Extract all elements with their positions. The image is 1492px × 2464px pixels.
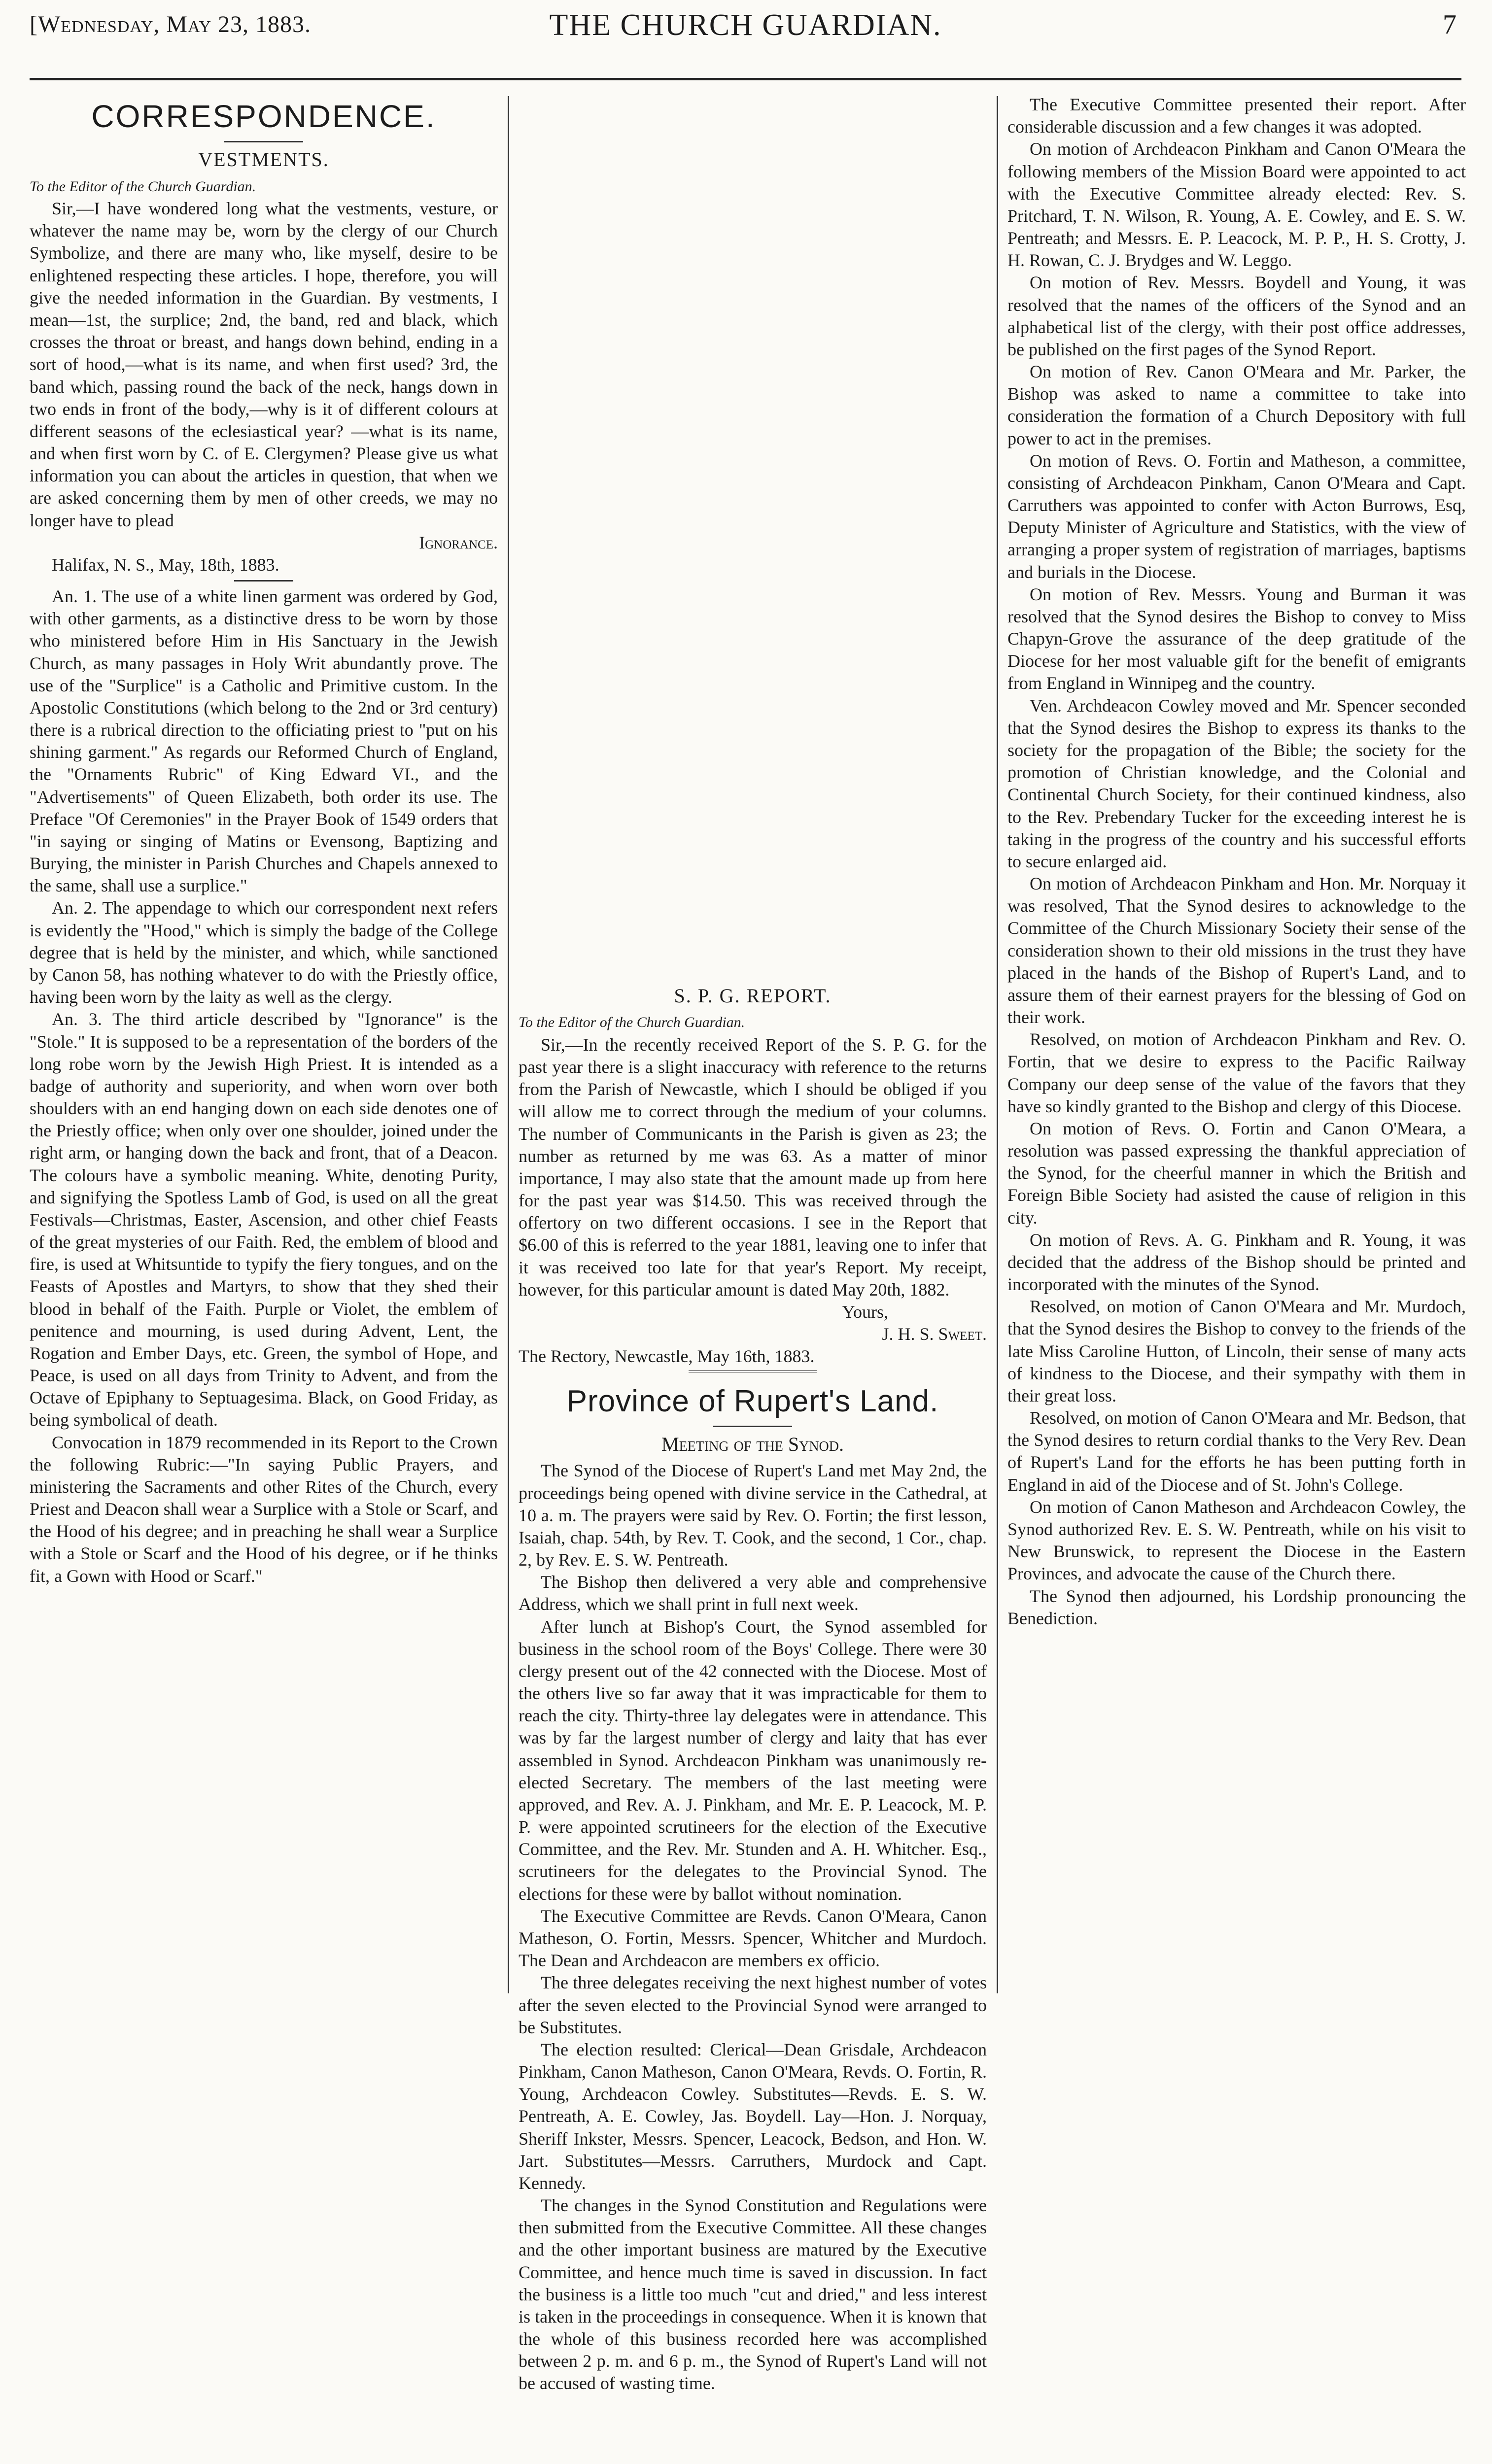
article-paragraph: On motion of Rev. Messrs. Young and Burman it was resolved that the Synod desires the Bishop to convey to Miss Chapyn-Grove the assurance of the deep gratitude of the Diocese for her most valuable gift for the benefit of emigrants from England in Winnipeg and the country. [1007,584,1466,693]
ornamental-rule [689,1370,817,1372]
article-paragraph: The three delegates receiving the next highest number of votes after the seven elected to the Provincial Synod were arranged to be Substitutes. [519,1973,987,2037]
answer-paragraph: An. 1. The use of a white linen garment was ordered by God, with other garments, as a distinctive dress to be worn by those who ministered before Him in His Sanctuary in the Jewish Church, as many passages in Holy Writ abundantly prove. The use of the "Surplice" is a Catholic and Primitive custom. In the Apostolic Constitutions (which belong to the 2nd or 3rd century) there is a rubrical direction to the officiating priest to "put on his shining garment." As regards our Reformed Church of England, the "Ornaments Rubric" of King Edward VI., and the "Advertisements" of Queen Elizabeth, both order its use. The Preface "Of Ceremonies" in the Prayer Book of 1549 orders that "in saying or singing of Matins or Evensong, Baptizing and Burying, the minister in Parish Churches and Chapels annexed to the same, shall use a surplice." [30,586,498,896]
article-paragraph: The changes in the Synod Constitution and Regulations were then submitted from the Executive Committee. All these changes and the other important business are matured by the Executive Committee, and hence much time is saved in discussion. In fact the business is a little too much "cut and dried," and less interest is taken in the proceedings in consequence. When it is known that the whole of this business recorded here was accomplished between 2 p. m. and 6 p. m., the Synod of Rupert's Land will not be accused of wasting time. [519,2195,987,2394]
column-1 [30,94,498,1996]
newspaper-title: THE CHURCH GUARDIAN. [549,8,942,42]
letter-dateline: Halifax, N. S., May, 18th, 1883. [52,554,279,575]
page-number: 7 [1443,9,1457,40]
issue-date: [Wednesday, May 23, 1883. [30,11,312,37]
answer-paragraph: Convocation in 1879 recommended in its Report to the Crown the following Rubric:—"In saying Public Prayers, and ministering the Sacraments and other Rites of the Church, every Priest and Deacon shall wear a Surplice with a Stole or Scarf, and the Hood of his degree; and in preaching he shall wear a Surplice with a Stole or Scarf and the Hood of his degree, or if he thinks fit, a Gown with Hood or Scarf." [30,1432,498,1586]
article-paragraph: On motion of Archdeacon Pinkham and Canon O'Meara the following members of the Mission Board were appointed to act with the Executive Committee already elected: Rev. S. Pritchard, T. N. Wilson, R. Young, A. E. Cowley, and E. S. W. Pentreath; and Messrs. E. P. Leacock, M. P. P., H. S. Crotty, J. H. Rowan, C. J. Brydges and W. Leggo. [1007,139,1466,271]
article-paragraph: On motion of Rev. Canon O'Meara and Mr. Parker, the Bishop was asked to name a committee to take into consideration the formation of a Church Depository with full power to act in the premises. [1007,362,1466,448]
article-paragraph: Resolved, on motion of Archdeacon Pinkham and Rev. O. Fortin, that we desire to express to the Pacific Railway Company our deep sense of the value of the favors that they have so kindly granted to the Bishop and clergy of this Diocese. [1007,1029,1466,1116]
answer-paragraph: An. 2. The appendage to which our correspondent next refers is evidently the "Hood," which is simply the badge of the College degree that is held by the minister, and which, while sanctioned by Canon 58, has nothing whatever to do with the Priestly office, having been worn by the laity as well as the clergy. [30,898,498,1007]
letter-signature: Ignorance. [419,532,498,552]
article-paragraph: The election resulted: Clerical—Dean Grisdale, Archdeacon Pinkham, Canon Matheson, Canon O'Meara, Revds. O. Fortin, R. Young, Archdeacon Cowley. Substitutes—Revds. E. S. W. Pentreath, A. E. Cowley, Jas. Boydell. Lay—Hon. J. Norquay, Sheriff Inkster, Messrs. Spencer, Leacock, Bedson, and Hon. W. Jart. Substitutes—Messrs. Carruthers, Murdock and Capt. Kennedy. [519,2039,987,2193]
article-paragraph: The Executive Committee are Revds. Canon O'Meara, Canon Matheson, O. Fortin, Messrs. Spencer, Whitcher and Murdoch. The Dean and Archdeacon are members ex officio. [519,1906,987,1971]
answer-paragraph: An. 3. The third article described by "Ignorance" is the "Stole." It is supposed to be a representation of the borders of the long robe worn by the Jewish High Priest. It is intended as a badge of authority and superiority, and when worn over both shoulders with an end hanging down on each side denotes one of the Priestly office; when only over one shoulder, joined under the right arm, or hanging down the back and front, that of a Deacon. The colours have a symbolic meaning. White, denoting Purity, and signifying the Spotless Lamb of God, is used on all the great Festivals—Christmas, Easter, Ascension, and other chief Feasts of the great mysteries of our Faith. Red, the emblem of blood and fire, is used at Whitsuntide to typify the fiery tongues, and on the Feasts of Apostles and Martyrs, to show that they shed their blood in behalf of the Faith. Purple or Violet, the emblem of penitence and mourning, is used during Advent, Lent, the Rogation and Ember Days, etc. Green, the symbol of Hope, and Peace, is used on all days from Trinity to Advent, and from the Octave of Epiphany to Septuagesima. Black, on Good Friday, as being symbolical of death. [30,1009,498,1430]
province-heading: Province of Rupert's Land. [566,1384,939,1419]
vestments-letter: Sir,—I have wondered long what the vestments, vesture, or whatever the name may be, worn by the clergy of our Church Symbolize, and there are many who, like myself, desire to be enlightened respecting these articles. I hope, therefore, you will give the needed information in the Guardian. By vestments, I mean—1st, the surplice; 2nd, the band, red and black, which crosses the throat or breast, and hangs down behind, ending in a sort of hood,—what is its name, and when first used? 3rd, the band which, passing round the back of the neck, hangs down in two ends in front of the body,—why is it of different colours at different seasons of the eclesiastical year? —what is its name, and when first worn by C. of E. Clergymen? Please give us what information you can about the articles in question, that when we are asked concerning them by men of other creeds, we may no longer have to plead [30,199,498,530]
synod-subheading: Meeting of the Synod. [661,1433,844,1456]
article-paragraph: After lunch at Bishop's Court, the Synod assembled for business in the school room of the Boys' College. There were 30 clergy present out of the 42 connected with the Diocese. Most of the others live so far away that it was impracticable for them to reach the city. Thirty-three lay delegates were in attendance. This was by far the largest number of clergy and laity that has ever assembled in Synod. Archdeacon Pinkham was unanimously re-elected Secretary. The members of the last meeting were approved, and Rev. A. J. Pinkham, and Mr. E. P. Leacock, M. P. P. were appointed scrutineers for the election of the Executive Committee, and the Rev. Mr. Stunden and A. H. Whitcher. Esq., scrutineers for the delegates to the Provincial Synod. The elections for these were by ballot without nomination. [519,1616,987,1904]
article-paragraph: The Synod of the Diocese of Rupert's Land met May 2nd, the proceedings being opened with divine service in the Cathedral, at 10 a. m. The prayers were said by Rev. O. Fortin; the first lesson, Isaiah, chap. 54th, by Rev. T. Cook, and the second, 1 Cor., chap. 2, by Rev. E. S. W. Pentreath. [519,1461,987,1570]
column-divider [508,96,509,1993]
article-paragraph: On motion of Archdeacon Pinkham and Hon. Mr. Norquay it was resolved, That the Synod desires to acknowledge to the Committee of the Church Missionary Society their sense of the consideration shown to their old missions in the trust they have placed in the hands of the Bishop of Rupert's Land, and to assure them of their earnest prayers for the blessing of God on their work. [1007,874,1466,1027]
article-paragraph: Ven. Archdeacon Cowley moved and Mr. Spencer seconded that the Synod desires the Bishop to express its thanks to the society for the propagation of the Bible; the society for the promotion of Christian knowledge, and the Colonial and Continental Church Society, for their continued kindness, also to the Rev. Prebendary Tucker for the exceeding interest he is taking in the progress of the country and his successful efforts to secure enlarged aid. [1007,695,1466,871]
spg-letter: Sir,—In the recently received Report of the S. P. G. for the past year there is a slight inaccuracy with reference to the returns from the Parish of Newcastle, which I should be obliged if you will allow me to correct through the medium of your columns. The number of Communicants in the Parish is given as 23; the number as returned by me was 63. As a matter of minor importance, I may also state that the amount made up from here for the past year was $14.50. This was received through the offertory on two different occasions. I see in the Report that $6.00 of this is referred to the year 1881, leaving one to infer that it was received too late for that year's Report. My receipt, however, for this particular amount is dated May 20th, 1882. [519,1034,987,1300]
to-editor-line: To the Editor of the Church Guardian. [30,178,256,195]
article-paragraph: On motion of Revs. A. G. Pinkham and R. Young, it was decided that the address of the Bishop should be printed and incorporated with the minutes of the Synod. [1007,1230,1466,1295]
column-3 [1007,94,1466,1996]
article-paragraph: The Synod then adjourned, his Lordship pronouncing the Benediction. [1007,1586,1466,1628]
article-paragraph: On motion of Revs. O. Fortin and Matheson, a committee, consisting of Archdeacon Pinkham, Canon O'Meara and Capt. Carruthers was appointed to confer with Acton Burrows, Esq, Deputy Minister of Agriculture and Statistics, with the view of arranging a proper system of registration of marriages, baptisms and burials in the Diocese. [1007,450,1466,582]
article-paragraph: On motion of Canon Matheson and Archdeacon Cowley, the Synod authorized Rev. E. S. W. Pentreath, while on his visit to New Brunswick, to represent the Diocese in the Eastern Provinces, and advocate the cause of the Church there. [1007,1497,1466,1584]
section-rule [713,1426,792,1427]
spg-subheading: S. P. G. REPORT. [674,985,832,1007]
letter-signature: J. H. S. Sweet. [882,1324,987,1344]
correspondence-heading: CORRESPONDENCE. [91,99,436,134]
article-paragraph: The Executive Committee presented their report. After considerable discussion and a few changes it was adopted. [1007,95,1466,137]
column-divider [997,96,998,1993]
to-editor-line: To the Editor of the Church Guardian. [519,1014,745,1031]
vestments-subheading: VESTMENTS. [198,148,329,171]
letter-dateline: The Rectory, Newcastle, May 16th, 1883. [519,1346,815,1367]
letter-closing: Yours, [842,1301,888,1322]
section-rule [224,141,303,142]
column-2 [519,981,987,2464]
article-paragraph: On motion of Rev. Messrs. Boydell and Young, it was resolved that the names of the officers of the Synod and an alphabetical list of the clergy, with their post office addresses, be published on the first pages of the Synod Report. [1007,273,1466,359]
section-rule [234,580,293,582]
article-paragraph: Resolved, on motion of Canon O'Meara and Mr. Bedson, that the Synod desires to return cordial thanks to the Very Rev. Dean of Rupert's Land for the efforts he has been putting forth in England in aid of the Diocese and of St. John's College. [1007,1408,1466,1495]
article-paragraph: The Bishop then delivered a very able and comprehensive Address, which we shall print in full next week. [519,1572,987,1614]
page-header [30,4,1461,80]
article-paragraph: Resolved, on motion of Canon O'Meara and Mr. Murdoch, that the Synod desires the Bishop to convey to the friends of the late Miss Caroline Hutton, of Lincoln, their sense of many acts of kindness to the Diocese, and their sympathy with them in their great loss. [1007,1297,1466,1405]
article-paragraph: On motion of Revs. O. Fortin and Canon O'Meara, a resolution was passed expressing the thankful appreciation of the Synod, for the cheerful manner in which the British and Foreign Bible Society had asisted the cause of religion in this city. [1007,1118,1466,1228]
